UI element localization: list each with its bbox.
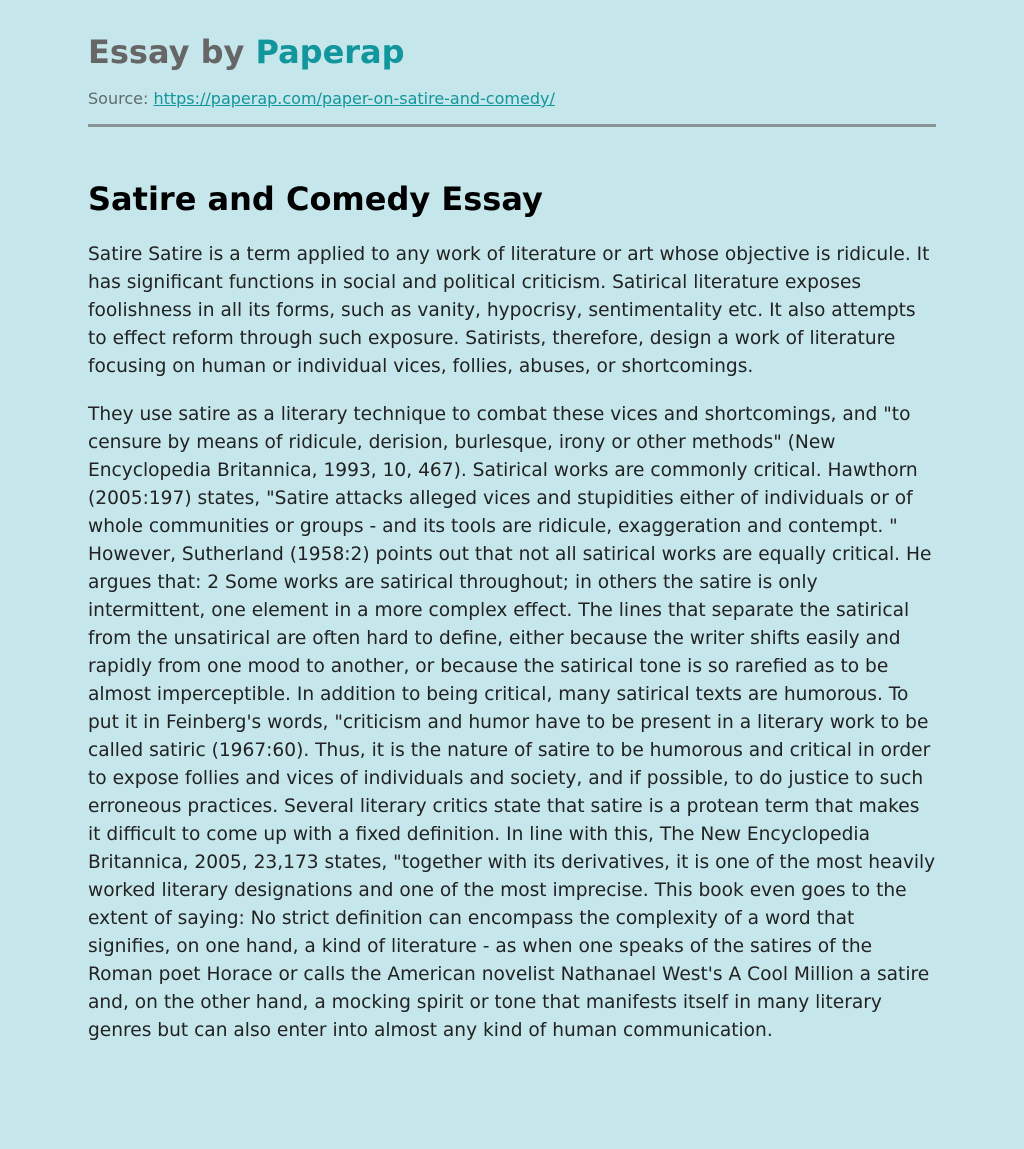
page xyxy=(88,0,936,1045)
essay-paragraph-2: They use satire as a literary technique to combat these vices and shortcomings, and "to censure by means of ridicule, derision, burlesque, irony or other methods" (New Encyclopedia Britannica, 1993, 10, 467). Satirical works are commonly critical. Hawthorn (2005:197) states, "Satire attacks alleged vices and stupidities either of individuals or of whole communities or groups - and its tools are ridicule, exaggeration and contempt. " However, Sutherland (1958:2) points out that not all satirical works are equally critical. He argues that: 2 Some works are satirical throughout; in others the satire is only intermittent, one element in a more complex effect. The lines that separate the satirical from the unsatirical are often hard to define, either because the writer shifts easily and rapidly from one mood to another, or because the satirical tone is so rarefied as to be almost imperceptible. In addition to being critical, many satirical texts are humorous. To put it in Feinberg's words, "criticism and humor have to be present in a literary work to be called satiric (1967:60). Thus, it is the nature of satire to be humorous and critical in order to expose follies and vices of individuals and society, and if possible, to do justice to such erroneous practices. Several literary critics state that satire is a protean term that makes it difficult to come up with a fixed definition. In line with this, The New Encyclopedia Britannica, 2005, 23,173 states, "together with its derivatives, it is one of the most heavily worked literary designations and one of the most imprecise. This book even goes to the extent of saying: No strict definition can encompass the complexity of a word that signifies, on one hand, a kind of literature - as when one speaks of the satires of the Roman poet Horace or calls the American novelist Nathanael West's A Cool Million a satire and, on the other hand, a mocking spirit or tone that manifests itself in many literary genres but can also enter into almost any kind of human communication. xyxy=(88,404,936,1041)
essay-title: Satire and Comedy Essay xyxy=(88,180,543,218)
source-label: Source: xyxy=(88,89,149,108)
brand-prefix: Essay by xyxy=(88,33,256,71)
site-brand xyxy=(88,32,936,72)
source-line xyxy=(88,88,936,110)
essay-paragraph-1: Satire Satire is a term applied to any work of literature or art whose objective is ridicule. It has significant functions in social and political criticism. Satirical literature exposes foolishness in all its forms, such as vanity, hypocrisy, sentimentality etc. It also attempts to effect reform through such exposure. Satirists, therefore, design a work of literature focusing on human or individual vices, follies, abuses, or shortcomings. xyxy=(88,244,930,377)
source-link[interactable]: https://paperap.com/paper-on-satire-and-comedy/ xyxy=(153,89,555,108)
header-divider xyxy=(88,124,936,127)
brand-name: Paperap xyxy=(255,33,405,71)
